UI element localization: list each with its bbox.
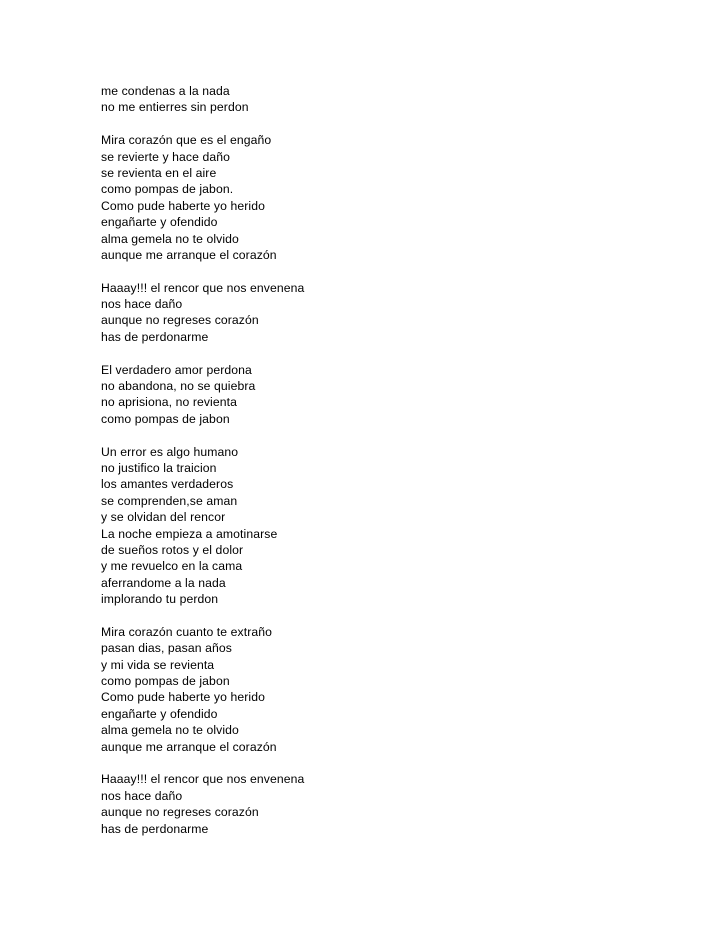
lyric-line: y mi vida se revienta xyxy=(101,657,215,672)
lyric-line: se comprenden,se aman xyxy=(101,493,238,508)
lyric-line: como pompas de jabon xyxy=(101,411,230,426)
lyric-line: alma gemela no te olvido xyxy=(101,231,239,246)
lyric-line: no abandona, no se quiebra xyxy=(101,379,256,394)
lyric-line: engañarte y ofendido xyxy=(101,706,218,721)
lyric-line: se revienta en el aire xyxy=(101,165,217,180)
lyric-line: aunque no regreses corazón xyxy=(101,805,259,820)
stanza-2 xyxy=(101,132,661,263)
stanza-6 xyxy=(101,624,661,755)
lyric-line: y me revuelco en la cama xyxy=(101,559,243,574)
lyric-line: El verdadero amor perdona xyxy=(101,362,252,377)
lyric-line: no me entierres sin perdon xyxy=(101,100,249,115)
lyric-line: Haaay!!! el rencor que nos envenena xyxy=(101,280,305,295)
lyric-line: como pompas de jabon. xyxy=(101,182,234,197)
lyrics-body xyxy=(101,83,661,837)
lyric-line: nos hace daño xyxy=(101,788,183,803)
lyric-line: pasan dias, pasan años xyxy=(101,641,232,656)
lyric-line: Como pude haberte yo herido xyxy=(101,198,265,213)
lyric-line: aferrandome a la nada xyxy=(101,575,226,590)
stanza-1 xyxy=(101,83,661,116)
lyric-line: nos hace daño xyxy=(101,297,183,312)
lyric-line: alma gemela no te olvido xyxy=(101,723,239,738)
lyric-line: Mira corazón cuanto te extraño xyxy=(101,624,273,639)
lyric-line: se revierte y hace daño xyxy=(101,149,230,164)
lyric-line: Mira corazón que es el engaño xyxy=(101,133,272,148)
lyric-line: de sueños rotos y el dolor xyxy=(101,542,244,557)
lyric-line: La noche empieza a amotinarse xyxy=(101,526,278,541)
lyric-line: como pompas de jabon xyxy=(101,674,230,689)
lyric-line: Un error es algo humano xyxy=(101,444,239,459)
lyric-line: has de perdonarme xyxy=(101,329,209,344)
lyric-line: engañarte y ofendido xyxy=(101,215,218,230)
stanza-4 xyxy=(101,362,661,428)
lyric-line: implorando tu perdon xyxy=(101,592,219,607)
stanza-3 xyxy=(101,280,661,346)
lyric-line: aunque me arranque el corazón xyxy=(101,247,277,262)
lyric-line: aunque me arranque el corazón xyxy=(101,739,277,754)
lyric-line: aunque no regreses corazón xyxy=(101,313,259,328)
lyric-line: los amantes verdaderos xyxy=(101,477,234,492)
stanza-5 xyxy=(101,444,661,608)
lyric-line: has de perdonarme xyxy=(101,821,209,836)
lyric-line: no aprisiona, no revienta xyxy=(101,395,237,410)
lyric-line: y se olvidan del rencor xyxy=(101,510,226,525)
lyric-line: Como pude haberte yo herido xyxy=(101,690,265,705)
lyric-line: no justifico la traicion xyxy=(101,460,217,475)
lyric-line: me condenas a la nada xyxy=(101,84,230,98)
lyric-line: Haaay!!! el rencor que nos envenena xyxy=(101,772,305,787)
stanza-7 xyxy=(101,771,661,837)
